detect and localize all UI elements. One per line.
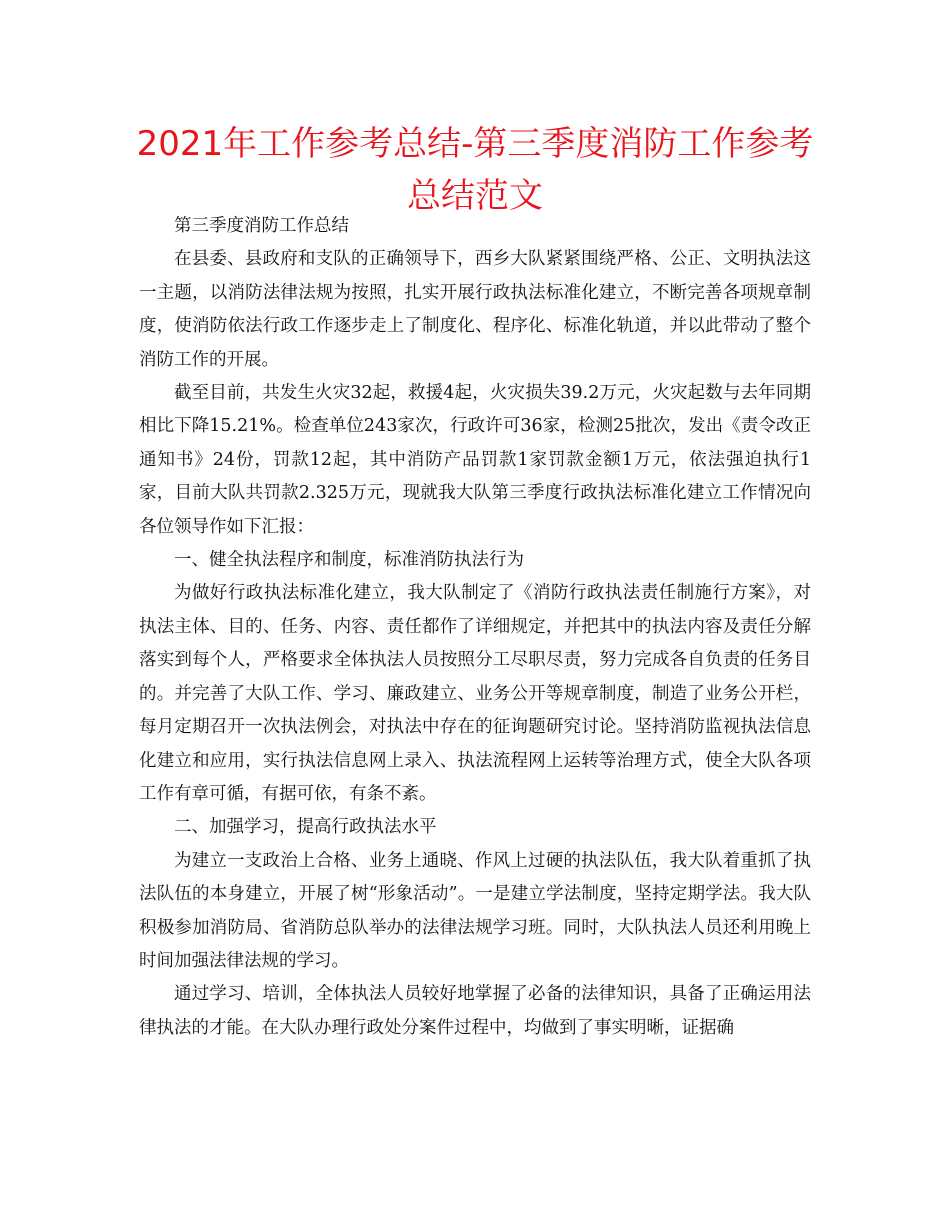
- paragraph-training: 通过学习、培训，全体执法人员较好地掌握了必备的法律知识，具备了正确运用法律执法的才能。在大队办理行政处分案件过程中，均做到了事实明晰，证据确: [139, 984, 811, 1038]
- document-body: [139, 210, 811, 1045]
- section-heading-2: 二、加强学习，提高行政执法水平: [174, 817, 437, 838]
- paragraph-intro: 在县委、县政府和支队的正确领导下，西乡大队紧紧围绕严格、公正、文明执法这一主题，以消防法律法规为按照，扎实开展行政执法标准化建立，不断完善各项规章制度，使消防依法行政工作逐步走上了制度化、程序化、标准化轨道，并以此带动了整个消防工作的开展。: [139, 249, 811, 370]
- section-heading-1: 一、健全执法程序和制度，标准消防执法行为: [174, 550, 524, 571]
- paragraph-section-1: 为做好行政执法标准化建立，我大队制定了《消防行政执法责任制施行方案》，对执法主体、目的、任务、内容、责任都作了详细规定，并把其中的执法内容及责任分解落实到每个人，严格要求全体执法人员按照分工尽职尽责，努力完成各自负责的任务目的。并完善了大队工作、学习、廉政建立、业务公开等规章制度，制造了业务公开栏，每月定期召开一次执法例会，对执法中存在的征询题研究讨论。坚持消防监视执法信息化建立和应用，实行执法信息网上录入、执法流程网上运转等治理方式，使全大队各项工作有章可循，有据可依，有条不紊。: [139, 583, 811, 804]
- paragraph-statistics: 截至目前，共发生火灾32起，救援4起，火灾损失39.2万元，火灾起数与去年同期相比下降15.21%。检查单位243家次，行政许可36家，检测25批次，发出《责令改正通知书》24份，罚款12起，其中消防产品罚款1家罚款金额1万元，依法强迫执行1家，目前大队共罚款2.325万元，现就我大队第三季度行政执法标准化建立工作情况向各位领导作如下汇报：: [139, 383, 811, 537]
- paragraph-section-2: 为建立一支政治上合格、业务上通晓、作风上过硬的执法队伍，我大队着重抓了执法队伍的本身建立，开展了树“形象活动”。一是建立学法制度，坚持定期学法。我大队积极参加消防局、省消防总队举办的法律法规学习班。同时，大队执法人员还利用晚上时间加强法律法规的学习。: [139, 850, 811, 971]
- document-title: 2021年工作参考总结-第三季度消防工作参考总结范文: [136, 124, 814, 216]
- paragraph-subtitle: 第三季度消防工作总结: [174, 216, 349, 236]
